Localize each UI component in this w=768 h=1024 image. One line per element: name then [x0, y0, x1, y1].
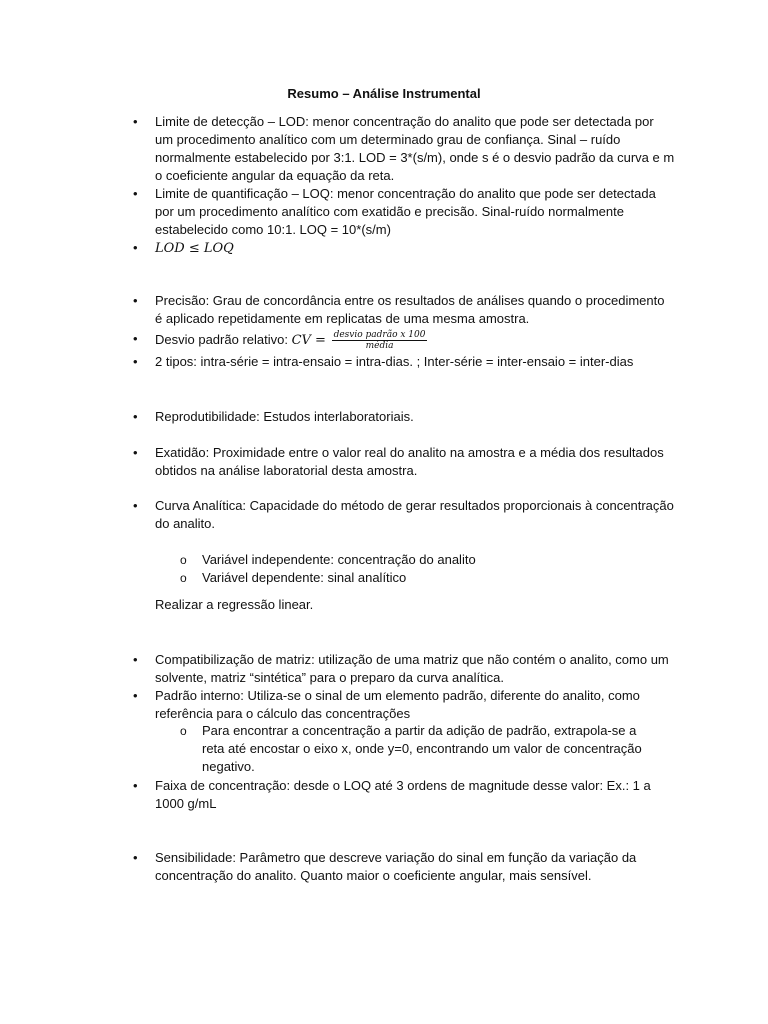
- item-text: Curva Analítica: Capacidade do método de gerar resultados proporcionais à concentração do analito.: [155, 498, 674, 531]
- list-item-matriz: [133, 651, 675, 687]
- item-text: Exatidão: Proximidade entre o valor real do analito na amostra e a média dos resultados obtidos na análise laboratorial desta amostra.: [155, 445, 664, 478]
- fraction-numerator: desvio padrão x 100: [333, 330, 426, 340]
- fraction-denominator: média: [365, 341, 394, 351]
- document-title: Resumo – Análise Instrumental: [287, 86, 481, 101]
- item-text: Limite de quantificação – LOQ: menor concentração do analito que pode ser detectada por um procedimento analítico com exatidão e precisão. Sinal-ruído normalmente estabelecido como 10:1. LOQ = 10*(s/m): [155, 186, 656, 237]
- item-text: 2 tipos: intra-série = intra-ensaio = intra-dias. ; Inter-série = inter-ensaio = inter-dias: [155, 354, 634, 369]
- item-text: Reprodutibilidade: Estudos interlaboratoriais.: [155, 409, 414, 424]
- bullet-marker: •: [133, 850, 138, 865]
- list-item-sensibilidade: [133, 849, 675, 885]
- cv-expression: CV =: [291, 332, 326, 348]
- bullet-marker: •: [133, 240, 138, 255]
- sub-item-adicao: [180, 722, 652, 776]
- item-text: Variável independente: concentração do analito: [202, 552, 476, 567]
- item-text: Padrão interno: Utiliza-se o sinal de um elemento padrão, diferente do analito, como referência para o cálculo das concentrações: [155, 688, 640, 721]
- cv-fraction: [332, 330, 428, 351]
- list-item-desvio: [133, 330, 675, 351]
- list-item-tipos: [133, 353, 675, 371]
- sub-bullet-marker: o: [180, 571, 187, 585]
- sub-bullet-marker: o: [180, 553, 187, 567]
- bullet-marker: •: [133, 114, 138, 129]
- list-item-loq: [133, 185, 675, 239]
- paragraph-regressao: [155, 596, 675, 614]
- sub-item-var-indep: [180, 551, 672, 569]
- bullet-marker: •: [133, 409, 138, 424]
- item-text: Compatibilização de matriz: utilização de uma matriz que não contém o analito, como um solvente, matriz “sintética” para o preparo da curva analítica.: [155, 652, 669, 685]
- bullet-marker: •: [133, 331, 138, 346]
- list-item-padrao: [133, 687, 675, 723]
- bullet-marker: •: [133, 498, 138, 513]
- bullet-marker: •: [133, 186, 138, 201]
- list-item-lod: [133, 113, 675, 185]
- item-text: Sensibilidade: Parâmetro que descreve variação do sinal em função da variação da concentração do analito. Quanto maior o coeficiente angular, mais sensível.: [155, 850, 637, 883]
- bullet-marker: •: [133, 354, 138, 369]
- sub-bullet-marker: o: [180, 724, 187, 738]
- item-text: Variável dependente: sinal analítico: [202, 570, 407, 585]
- list-item-precisao: [133, 292, 675, 328]
- list-item-reprodutibilidade: [133, 408, 675, 426]
- item-text: Precisão: Grau de concordância entre os resultados de análises quando o procedimento é aplicado repetidamente em replicatas de uma mesma amostra.: [155, 293, 665, 326]
- list-item-exatidao: [133, 444, 675, 480]
- sub-item-var-dep: [180, 569, 672, 587]
- bullet-marker: •: [133, 688, 138, 703]
- list-item-lod-loq: [133, 239, 675, 258]
- bullet-marker: •: [133, 293, 138, 308]
- item-text: Para encontrar a concentração a partir da adição de padrão, extrapola-se a reta até encostar o eixo x, onde y=0, encontrando um valor de concentração negativo.: [202, 723, 642, 774]
- item-text: Limite de detecção – LOD: menor concentração do analito que pode ser detectada por um procedimento analítico com um determinado grau de confiança. Sinal – ruído normalmente estabelecido por 3:1. LOD = 3*(s/m), onde s é o desvio padrão da curva e m o coeficiente angular da equação da reta.: [155, 114, 675, 183]
- math-expression: LOD ≤ LOQ: [155, 241, 234, 256]
- item-text: Realizar a regressão linear.: [155, 597, 314, 612]
- bullet-marker: •: [133, 445, 138, 460]
- item-text: Faixa de concentração: desde o LOQ até 3 ordens de magnitude desse valor: Ex.: 1 a 1000 g/mL: [155, 778, 651, 811]
- list-item-curva: [133, 497, 675, 533]
- bullet-marker: •: [133, 778, 138, 793]
- item-text: Desvio padrão relativo:: [155, 331, 292, 347]
- list-item-faixa: [133, 777, 675, 813]
- bullet-marker: •: [133, 652, 138, 667]
